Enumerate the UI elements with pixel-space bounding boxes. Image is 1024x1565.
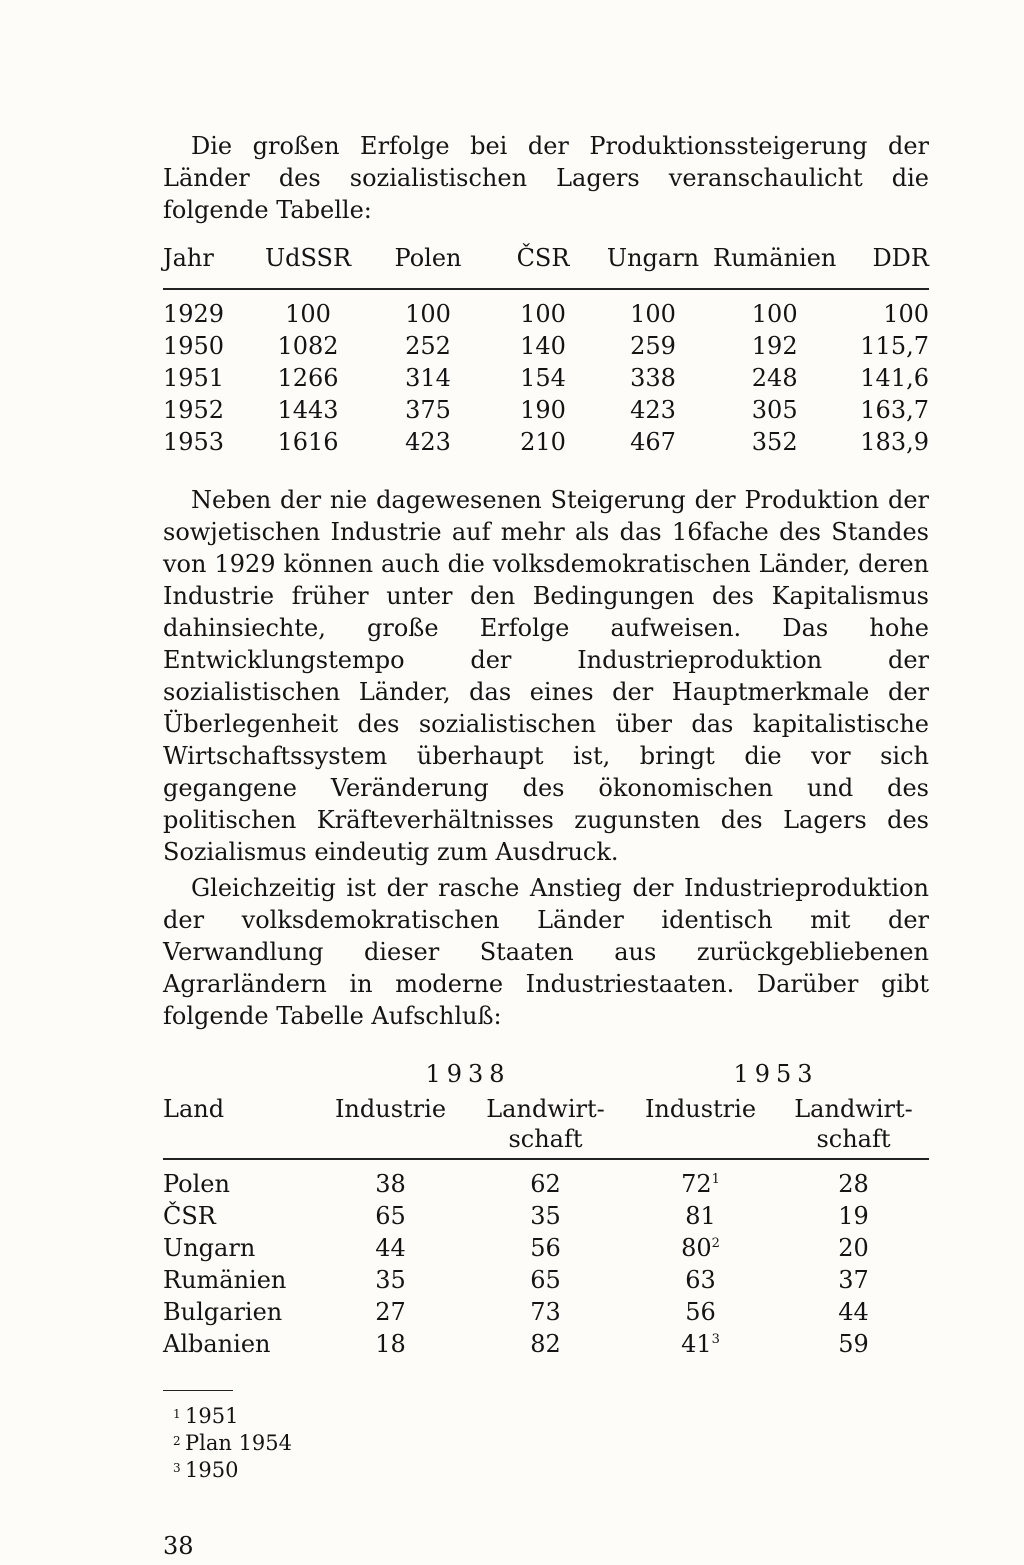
- footnote: 3 1950: [173, 1458, 239, 1482]
- table-cell: 154: [520, 364, 566, 392]
- col-rumaenien: Rumänien: [713, 244, 837, 272]
- table-cell: 1443: [277, 396, 339, 424]
- table-cell: 73: [530, 1298, 561, 1326]
- footnote-marker: 3: [711, 1332, 720, 1347]
- table-cell: 248: [751, 364, 798, 392]
- table-cell: 100: [883, 300, 929, 328]
- table-cell: Polen: [163, 1170, 230, 1198]
- col-land: Land: [163, 1095, 225, 1123]
- page: [163, 130, 929, 1560]
- sector-table-years: [163, 1060, 929, 1094]
- col-udssr: UdSSR: [264, 244, 352, 272]
- footnote-marker: 2: [711, 1236, 720, 1251]
- table-cell: 338: [630, 364, 676, 392]
- table-cell: 1616: [277, 428, 339, 456]
- table-cell: $80^2$: [681, 1234, 720, 1262]
- table-row: [163, 1264, 929, 1296]
- table-cell: 1082: [277, 332, 339, 360]
- year-1938: 1938: [425, 1060, 511, 1088]
- table-cell: 140: [520, 332, 566, 360]
- table-row: [163, 1328, 929, 1360]
- table-cell: 56: [685, 1298, 716, 1326]
- production-table: [163, 244, 929, 458]
- table-cell: 259: [630, 332, 676, 360]
- table-cell: 423: [630, 396, 676, 424]
- table-cell: Albanien: [163, 1330, 271, 1358]
- table-cell: 100: [285, 300, 331, 328]
- table-cell: 1951: [163, 364, 225, 392]
- col-industrie-1953: Industrie: [644, 1095, 757, 1123]
- footnote-divider: [163, 1390, 233, 1391]
- table-cell: 38: [375, 1170, 406, 1198]
- table-cell: 100: [751, 300, 798, 328]
- intro-paragraph: Die großen Erfolge bei der Produktionssteigerung der Länder des sozialistischen Lagers veranschaulicht die folgende Tabelle:: [163, 132, 929, 224]
- body-paragraph-1: Neben der nie dagewesenen Steigerung der Produktion der sowjetischen Industrie auf mehr als das 16fache des Standes von 1929 können auch die volksdemokratischen Länder, deren Industrie früher unter den Bedingungen des Kapitalismus dahinsiechte, große Erfolge aufweisen. Das hohe Entwicklungstempo der Industrieproduktion der sozialistischen Länder, das eines der Hauptmerkmale der Überlegenheit des sozialistischen über das kapitalistische Wirtschaftssystem überhaupt ist, bringt die vor sich gegangene Veränderung des ökonomischen und des politischen Kräfteverhältnisses zugunsten des Lagers des Sozialismus eindeutig zum Ausdruck.: [163, 486, 929, 866]
- table-cell: 56: [530, 1234, 561, 1262]
- table-cell: 28: [838, 1170, 869, 1198]
- table-row: [163, 426, 929, 458]
- col-jahr: Jahr: [163, 244, 214, 272]
- table-cell: 190: [520, 396, 566, 424]
- table-cell: 352: [751, 428, 798, 456]
- col-csr: ČSR: [516, 244, 570, 272]
- table-cell: 210: [520, 428, 566, 456]
- table-cell: 1952: [163, 396, 225, 424]
- table-row: [163, 289, 929, 330]
- table-cell: 100: [405, 300, 451, 328]
- table-cell: $41^3$: [681, 1330, 720, 1358]
- table-row: [163, 330, 929, 362]
- table-cell: 375: [405, 396, 451, 424]
- table-cell: 183,9: [860, 428, 929, 456]
- table-cell: 65: [530, 1266, 561, 1294]
- table-cell: 1950: [163, 332, 225, 360]
- table-cell: Bulgarien: [163, 1298, 283, 1326]
- table-cell: 44: [375, 1234, 406, 1262]
- year-1953: 1953: [733, 1060, 819, 1088]
- sector-table: [163, 1060, 929, 1360]
- table-cell: 35: [375, 1266, 406, 1294]
- table-cell: Ungarn: [163, 1234, 256, 1262]
- page-number: 38: [163, 1532, 194, 1560]
- table-cell: 20: [838, 1234, 869, 1262]
- table-cell: 1929: [163, 300, 225, 328]
- table-row: [163, 394, 929, 426]
- table-cell: 27: [375, 1298, 406, 1326]
- table-row: [163, 362, 929, 394]
- table-cell: 62: [530, 1170, 561, 1198]
- footnotes: [163, 1403, 929, 1484]
- table-cell: 305: [751, 396, 798, 424]
- table-cell: 100: [520, 300, 566, 328]
- table-cell: Rumänien: [163, 1266, 287, 1294]
- table-row: [163, 1296, 929, 1328]
- table-cell: 314: [405, 364, 451, 392]
- table-cell: 63: [685, 1266, 716, 1294]
- table-cell: 44: [838, 1298, 869, 1326]
- table-cell: 192: [751, 332, 798, 360]
- table-cell: 163,7: [860, 396, 929, 424]
- table-cell: 1953: [163, 428, 225, 456]
- table-cell: 18: [375, 1330, 406, 1358]
- table-cell: 1266: [277, 364, 339, 392]
- table-cell: 65: [375, 1202, 406, 1230]
- col-ungarn: Ungarn: [606, 244, 700, 272]
- production-table-header: [163, 244, 929, 289]
- col-landwirtschaft-1938: Landwirt- schaft: [486, 1095, 605, 1153]
- table-cell: ČSR: [163, 1202, 216, 1230]
- table-cell: 19: [838, 1202, 869, 1230]
- table-cell: 35: [530, 1202, 561, 1230]
- table-cell: 141,6: [860, 364, 929, 392]
- footnote-marker: 1: [711, 1172, 720, 1187]
- table-cell: 59: [838, 1330, 869, 1358]
- col-ddr: DDR: [872, 244, 929, 272]
- footnote: 2 Plan 1954: [173, 1431, 293, 1455]
- body-paragraph-2: Gleichzeitig ist der rasche Anstieg der Industrieproduktion der volksdemokratischen Länder identisch mit der Verwandlung dieser Staaten aus zurückgebliebenen Agrarländern in moderne Industriestaaten. Darüber gibt folgende Tabelle Aufschluß:: [163, 874, 929, 1030]
- table-cell: $72^1$: [681, 1170, 720, 1198]
- table-cell: 82: [530, 1330, 561, 1358]
- table-cell: 100: [630, 300, 676, 328]
- table-cell: 423: [405, 428, 451, 456]
- col-industrie-1938: Industrie: [334, 1095, 447, 1123]
- col-landwirtschaft-1953: Landwirt- schaft: [794, 1095, 913, 1153]
- table-cell: 115,7: [860, 332, 929, 360]
- footnote: 1 1951: [173, 1404, 239, 1428]
- table-row: [163, 1159, 929, 1200]
- table-cell: 37: [838, 1266, 869, 1294]
- table-row: [163, 1232, 929, 1264]
- sector-table-header: [163, 1094, 929, 1159]
- table-row: [163, 1200, 929, 1232]
- table-cell: 252: [405, 332, 451, 360]
- col-polen: Polen: [394, 244, 462, 272]
- table-cell: 81: [685, 1202, 716, 1230]
- table-cell: 467: [630, 428, 676, 456]
